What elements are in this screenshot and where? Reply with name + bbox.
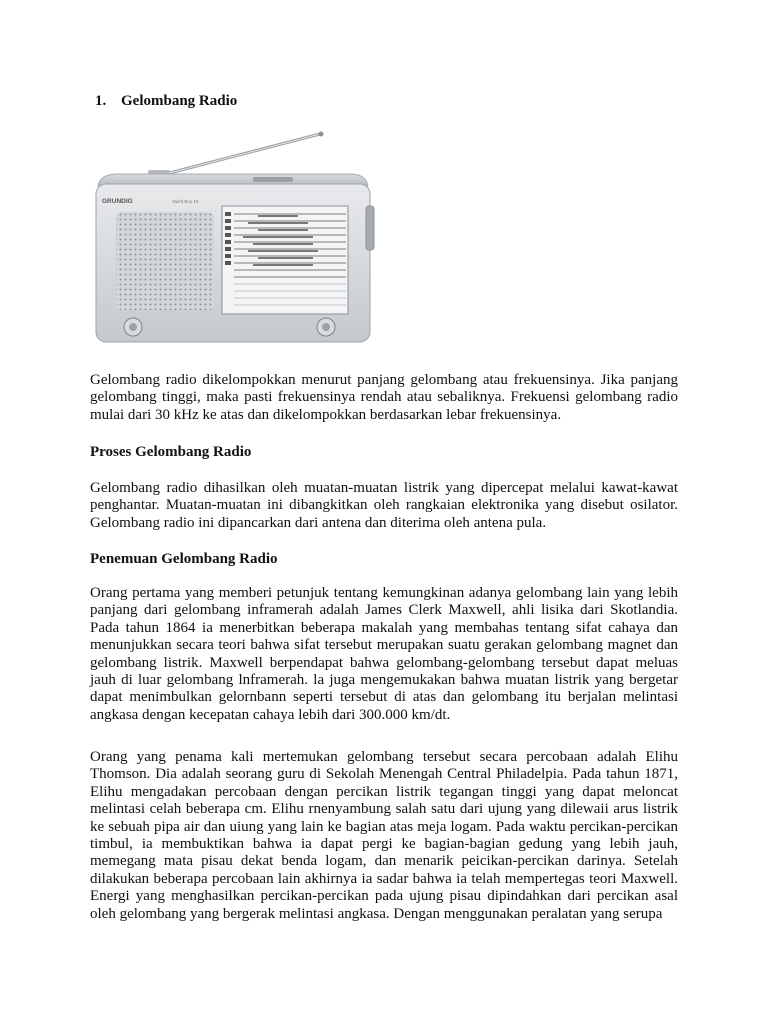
subheading-penemuan: Penemuan Gelombang Radio bbox=[90, 551, 278, 567]
radio-photo bbox=[88, 122, 378, 356]
paragraph-3: Orang pertama yang memberi petunjuk tentang kemungkinan adanya gelombang lain yang lebih panjang dari gelombang inframerah adalah James Clerk Maxwell, ahli lisika dari Skotlandia. Pada tahun 1864 ia menerbitkan beberapa makalah yang membahas tentang sifat cahaya dan menunjukkan secara teori bahwa sifat tersebut merupakan suatu gerakan gelombang magnet dan gelombang listrik. Maxwell berpendapat bahwa gelombang-gelombang tersebut dapat meluas jauh di luar gelombang lnframerah. la juga mengemukakan bahwa muatan listrik yang bergetar dapat menimbulkan gelornbann seperti tersebut di atas dan gelombang itu berjalan melintasi angkasa dengan kecepatan cahaya lebih dari 300.000 km/dt. bbox=[90, 585, 678, 723]
section-heading bbox=[95, 93, 237, 110]
paragraph-4: Orang yang penama kali mertemukan gelombang tersebut secara percobaan adalah Elihu Thomson. Dia adalah seorang guru di Sekolah Menengah Central Philadelpia. Pada tahun 1871, Elihu mengadakan percobaan dengan percikan listrik tegangan tinggi yang dapat meloncat melintasi celah beberapa cm. Elihu rnenyambung salah satu dari ujung yang dilewaii arus listrik ke sebuah pipa air dan uiung yang lain ke bagian atas meja logam. Pada waktu percikan-percikan timbul, ia membuktikan bahwa ia dapat pergi ke bagian-bagian gedung yang lebih jauh, memegang mata pisau dekat benda logam, dan menarik peicikan-percikan darinya. Setelah dilakukan beberapa percobaan lain akhirnya ia sadar bahwa ia telah mempertegas teori Maxwell. Energi yang menghasilkan percikan-percikan pada ujung pisau dipindahkan dari percikan asal oleh gelombang yang bergerak melintasi angkasa. Dengan menggunakan peralatan yang serupa bbox=[90, 749, 678, 922]
subheading-proses: Proses Gelombang Radio bbox=[90, 444, 252, 460]
brand-label: GRUNDIG bbox=[102, 198, 133, 205]
section-number: 1. bbox=[95, 93, 107, 109]
paragraph-1: Gelombang radio dikelompokkan menurut panjang gelombang atau frekuensinya. Jika panjang gelombang tinggi, maka pasti frekuensinya rendah atau sebaliknya. Frekuensi gelombang radio mulai dari 30 kHz ke atas dan dikelompokkan berdasarkan lebar frekuensinya. bbox=[90, 372, 678, 423]
radio-illustration bbox=[88, 122, 378, 356]
paragraph-2: Gelombang radio dihasilkan oleh muatan-muatan listrik yang dipercepat melalui kawat-kawat penghantar. Muatan-muatan ini dibangkitkan oleh rangkaian elektronika yang disebut osilator. Gelombang radio ini dipancarkan dari antena dan diterima oleh antena pula. bbox=[90, 480, 678, 531]
speaker-grille bbox=[116, 212, 214, 310]
model-label: Yacht Boy 10 bbox=[172, 199, 199, 204]
section-title: Gelombang Radio bbox=[121, 93, 238, 109]
